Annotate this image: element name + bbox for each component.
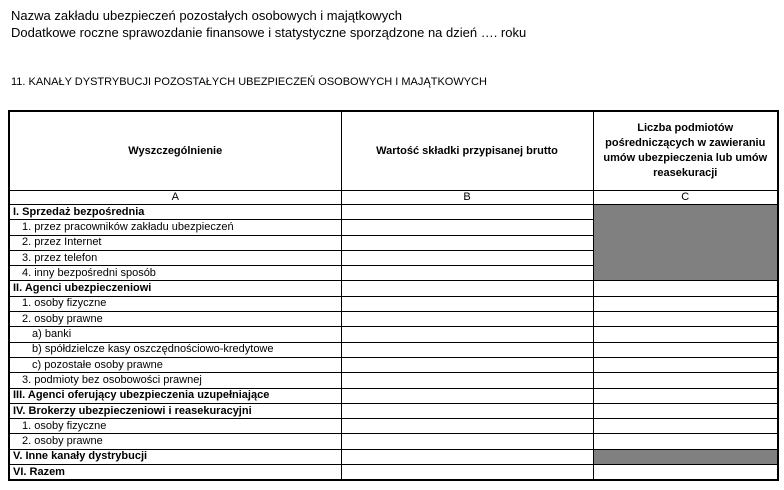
row-label: 1. osoby fizyczne [9,419,341,434]
premium-cell[interactable] [341,220,593,235]
row-label: 3. przez telefon [9,250,341,265]
company-name-line: Nazwa zakładu ubezpieczeń pozostałych osobowych i majątkowych [11,8,402,23]
row-label: 1. przez pracowników zakładu ubezpieczeń [9,220,341,235]
table-row [9,281,778,296]
row-label: V. Inne kanały dystrybucji [9,449,341,464]
table-row [9,373,778,388]
table-row [9,419,778,434]
intermediaries-cell[interactable] [593,357,778,372]
column-letter-c: C [593,191,778,205]
row-label: 2. osoby prawne [9,434,341,449]
premium-cell[interactable] [341,250,593,265]
table-row [9,403,778,418]
premium-cell[interactable] [341,419,593,434]
row-label: IV. Brokerzy ubezpieczeniowi i reasekuracyjni [9,403,341,418]
row-label: 3. podmioty bez osobowości prawnej [9,373,341,388]
premium-cell[interactable] [341,449,593,464]
intermediaries-cell[interactable] [593,434,778,449]
intermediaries-cell[interactable] [593,281,778,296]
table-row [9,327,778,342]
table-row [9,388,778,403]
row-label: b) spółdzielcze kasy oszczędnościowo-kredytowe [9,342,341,357]
intermediaries-cell[interactable] [593,342,778,357]
table-row [9,357,778,372]
premium-cell[interactable] [341,205,593,220]
table-row [9,312,778,327]
table-header-row [9,111,778,191]
distribution-channels-table [8,110,779,481]
premium-cell[interactable] [341,434,593,449]
premium-cell[interactable] [341,312,593,327]
section-title: 11. KANAŁY DYSTRYBUCJI POZOSTAŁYCH UBEZPIECZEŃ OSOBOWYCH I MAJĄTKOWYCH [11,76,487,88]
intermediaries-cell[interactable] [593,419,778,434]
table-row [9,449,778,464]
report-description-line: Dodatkowe roczne sprawozdanie finansowe i statystyczne sporządzone na dzień …. roku [11,25,527,40]
row-label: 4. inny bezpośredni sposób [9,266,341,281]
premium-cell[interactable] [341,281,593,296]
intermediaries-cell[interactable] [593,403,778,418]
premium-cell[interactable] [341,342,593,357]
row-label: 2. przez Internet [9,235,341,250]
premium-cell[interactable] [341,266,593,281]
row-label: I. Sprzedaż bezpośrednia [9,205,341,220]
table-row [9,296,778,311]
shaded-cell [593,449,778,464]
premium-cell[interactable] [341,373,593,388]
column-letters-row [9,191,778,205]
intermediaries-cell[interactable] [593,327,778,342]
column-header-premium: Wartość składki przypisanej brutto [341,111,593,191]
premium-cell[interactable] [341,296,593,311]
row-label: c) pozostałe osoby prawne [9,357,341,372]
table-row [9,205,778,220]
premium-cell[interactable] [341,327,593,342]
intermediaries-cell[interactable] [593,465,778,481]
intermediaries-cell[interactable] [593,312,778,327]
column-letter-a: A [9,191,341,205]
row-label: III. Agenci oferujący ubezpieczenia uzupełniające [9,388,341,403]
row-label: 2. osoby prawne [9,312,341,327]
column-header-description: Wyszczególnienie [9,111,341,191]
row-label: VI. Razem [9,465,341,481]
row-label: 1. osoby fizyczne [9,296,341,311]
premium-cell[interactable] [341,388,593,403]
table-row [9,342,778,357]
row-label: a) banki [9,327,341,342]
column-header-intermediaries: Liczba podmiotów pośredniczących w zawieraniu umów ubezpieczenia lub umów reasekuracji [593,111,778,191]
table-row [9,465,778,481]
shaded-cell [593,205,778,281]
table-row [9,434,778,449]
premium-cell[interactable] [341,357,593,372]
intermediaries-cell[interactable] [593,388,778,403]
premium-cell[interactable] [341,235,593,250]
premium-cell[interactable] [341,465,593,481]
row-label: II. Agenci ubezpieczeniowi [9,281,341,296]
intermediaries-cell[interactable] [593,296,778,311]
premium-cell[interactable] [341,403,593,418]
column-letter-b: B [341,191,593,205]
intermediaries-cell[interactable] [593,373,778,388]
